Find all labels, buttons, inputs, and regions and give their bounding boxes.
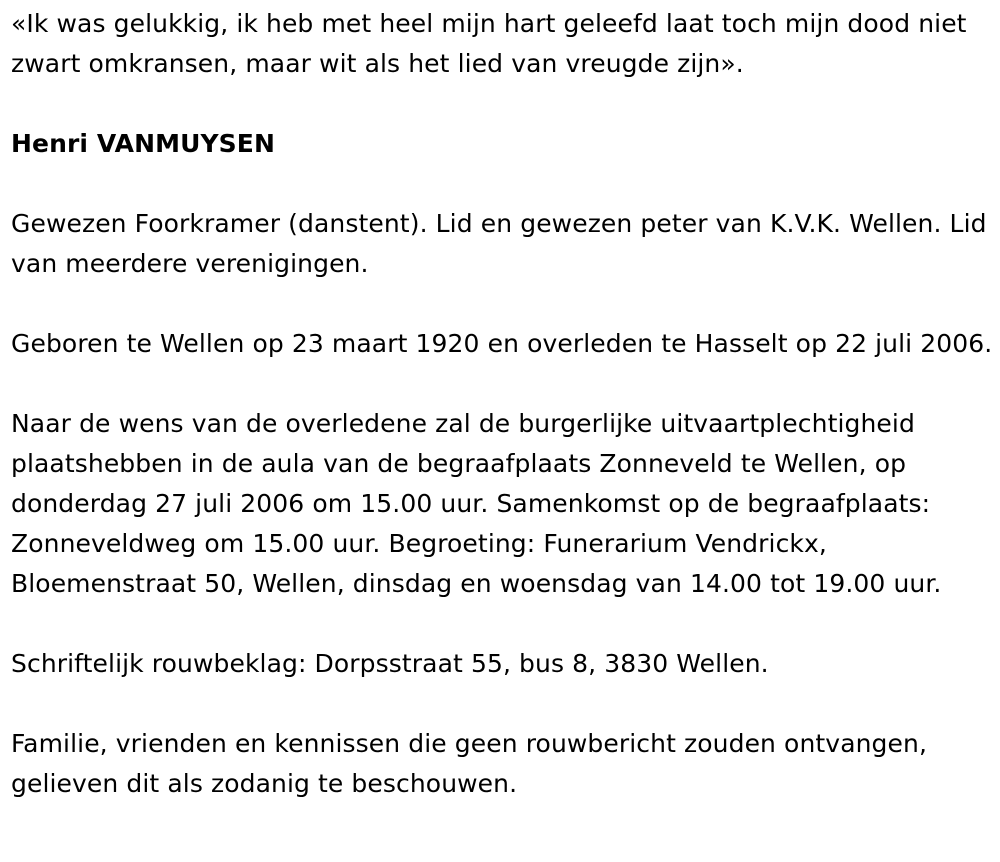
deceased-name: Henri VANMUYSEN	[11, 129, 275, 158]
obituary-document	[11, 4, 996, 804]
notice-paragraph: Familie, vrienden en kennissen die geen rouwbericht zouden ontvangen, gelieven dit als zodanig te beschouwen.	[11, 729, 927, 798]
ceremony-paragraph: Naar de wens van de overledene zal de burgerlijke uitvaartplechtigheid plaatshebben in de aula van de begraafplaats Zonneveld te Wellen, op donderdag 27 juli 2006 om 15.00 uur. Samenkomst op de begraafplaats: Zonneveldweg om 15.00 uur. Begroeting: Funerarium Vendrickx, Bloemenstraat 50, Wellen, dinsdag en woensdag van 14.00 tot 19.00 uur.	[11, 409, 942, 598]
occupation-paragraph: Gewezen Foorkramer (danstent). Lid en gewezen peter van K.V.K. Wellen. Lid van meerdere verenigingen.	[11, 209, 987, 278]
birth-death-paragraph: Geboren te Wellen op 23 maart 1920 en overleden te Hasselt op 22 juli 2006.	[11, 329, 993, 358]
condolence-paragraph: Schriftelijk rouwbeklag: Dorpsstraat 55, bus 8, 3830 Wellen.	[11, 649, 769, 678]
quote-paragraph: «Ik was gelukkig, ik heb met heel mijn hart geleefd laat toch mijn dood niet zwart omkransen, maar wit als het lied van vreugde zijn».	[11, 9, 967, 78]
